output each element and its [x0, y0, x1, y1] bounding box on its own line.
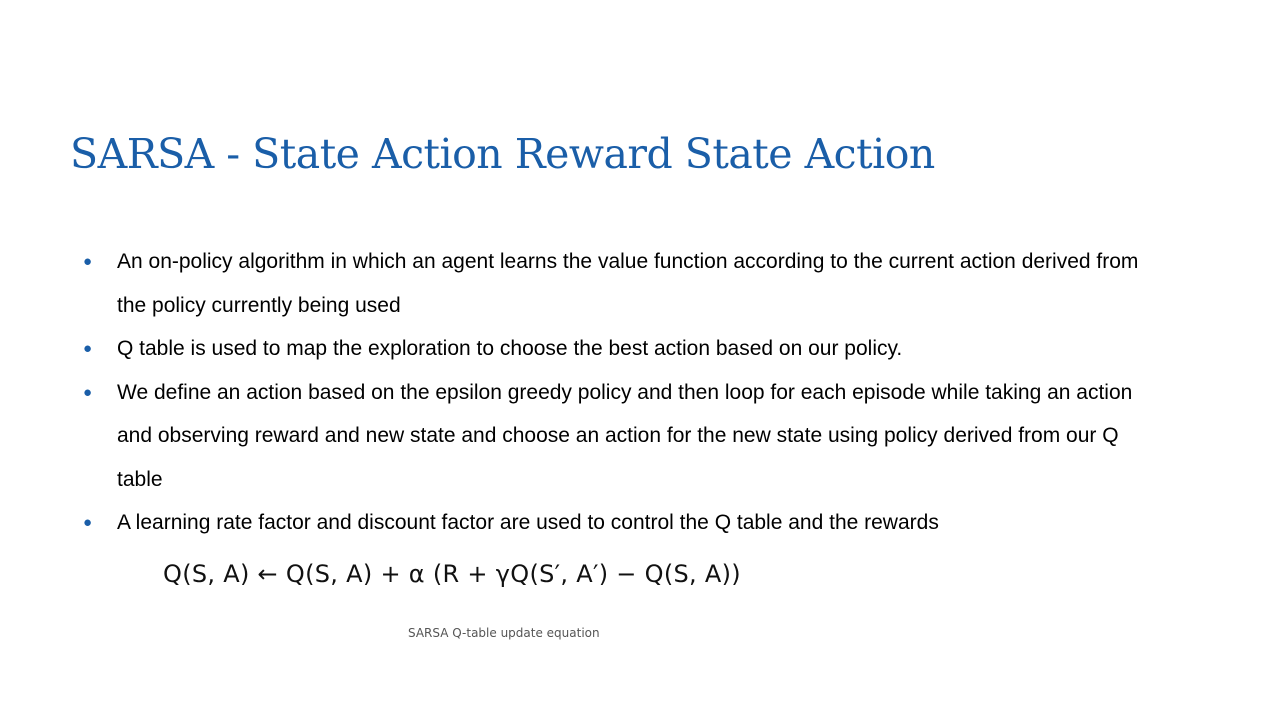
bullet-dot-icon: ●: [83, 253, 93, 270]
bullet-item-4: [80, 501, 1140, 545]
bullet-text-3: We define an action based on the epsilon greedy policy and then loop for each episode while taking an action and observing reward and new state and choose an action for the new state using policy derived from our Q table: [117, 380, 1133, 491]
slide-title: SARSA - State Action Reward State Action: [70, 130, 935, 178]
bullet-dot-icon: ●: [83, 514, 93, 531]
bullet-text-2: Q table is used to map the exploration to choose the best action based on our policy.: [117, 337, 903, 360]
bullet-text-1: An on-policy algorithm in which an agent learns the value function according to the current action derived from the policy currently being used: [117, 250, 1139, 317]
equation-caption: SARSA Q-table update equation: [408, 626, 600, 640]
bullet-list: [80, 240, 1140, 545]
sarsa-update-equation: Q(S, A) ← Q(S, A) + α (R + γQ(S′, A′) − Q(S, A)): [163, 560, 741, 588]
bullet-dot-icon: ●: [83, 383, 93, 401]
bullet-item-2: [80, 327, 1140, 371]
bullet-text-4: A learning rate factor and discount factor are used to control the Q table and the rewards: [117, 511, 939, 534]
bullet-item-1: [80, 240, 1140, 327]
bullet-item-3: [80, 371, 1140, 502]
bullet-dot-icon: ●: [83, 340, 93, 357]
